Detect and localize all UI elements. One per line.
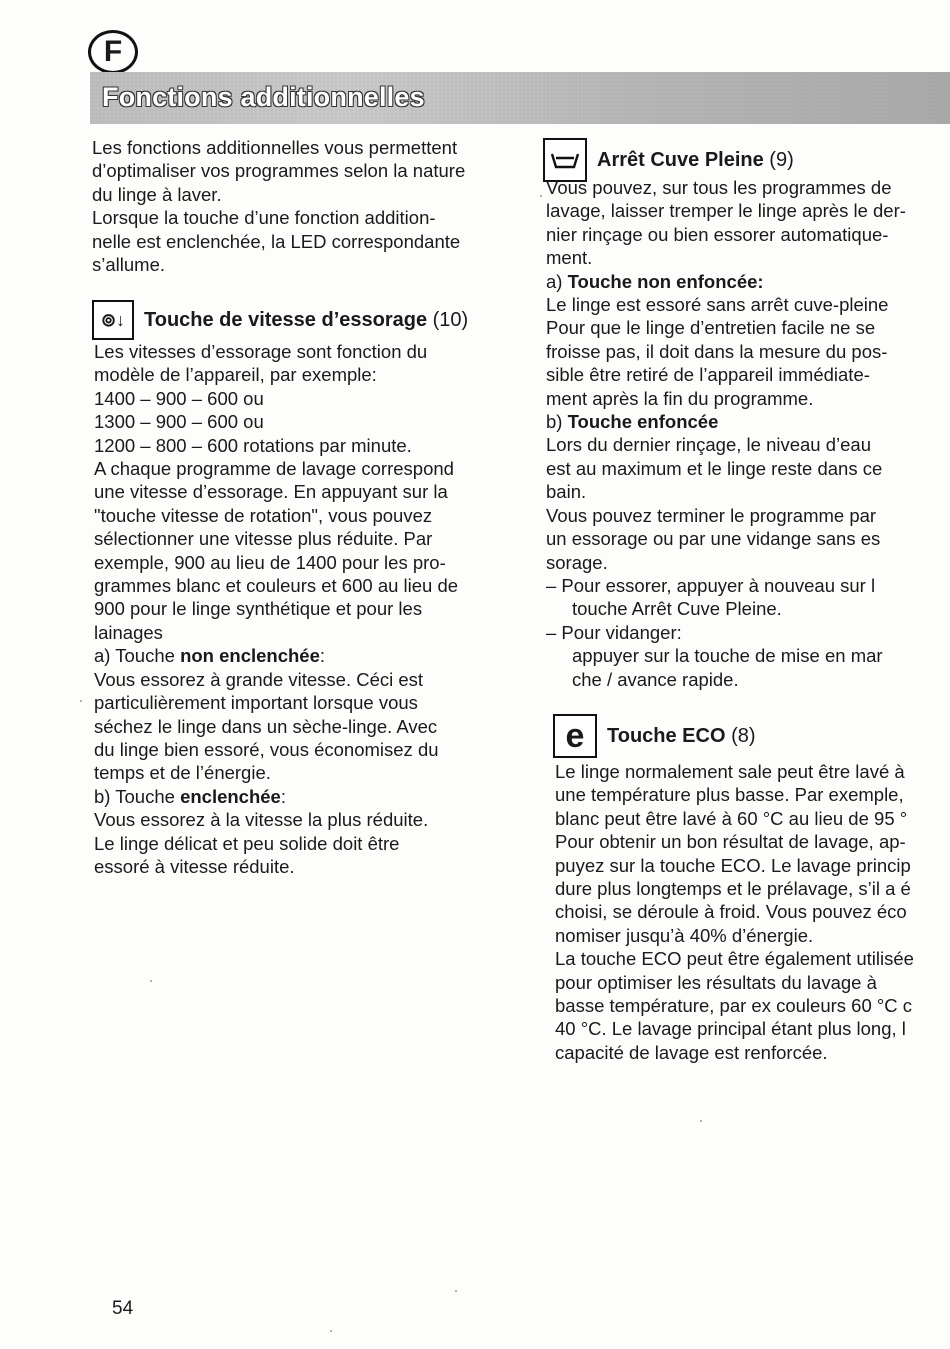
- text-line: choisi, se déroule à froid. Vous pouvez éco: [555, 901, 907, 923]
- option-bold: Touche enfoncée: [567, 411, 719, 433]
- rinse-hold-title: Arrêt Cuve Pleine: [597, 149, 764, 171]
- text-line: A chaque programme de lavage correspond: [94, 458, 454, 480]
- option-prefix: b) Touche: [94, 785, 181, 807]
- option-prefix: b): [546, 411, 568, 433]
- text-line: d’optimaliser vos programmes selon la nature: [92, 160, 466, 182]
- section-title-band: [90, 72, 950, 124]
- spin-option-b-label: [94, 785, 514, 808]
- text-line: temps et de l’énergie.: [94, 762, 271, 784]
- text-line: Le linge est essoré sans arrêt cuve-pleine: [546, 294, 889, 316]
- eco-ref: (8): [725, 725, 756, 747]
- text-line: ment après la fin du programme.: [546, 387, 814, 409]
- spin-speed-title: Touche de vitesse d’essorage: [144, 309, 428, 331]
- text-line: Le linge normalement sale peut être lavé à: [555, 761, 905, 782]
- text-line: nelle est enclenchée, la LED correspondante: [92, 230, 461, 252]
- page-number: 54: [112, 1298, 134, 1319]
- text-line: Pour obtenir un bon résultat de lavage, ap-: [555, 831, 906, 853]
- text-line: capacité de lavage est renforcée.: [555, 1041, 828, 1063]
- dash-item-line: touche Arrêt Cuve Pleine.: [572, 598, 782, 620]
- eco-body: [555, 760, 950, 1064]
- eco-header: [553, 714, 756, 758]
- text-line: Lors du dernier rinçage, le niveau d’eau: [546, 434, 871, 456]
- text-line: "touche vitesse de rotation", vous pouvez: [94, 504, 433, 526]
- text-line: Vous pouvez, sur tous les programmes de: [546, 177, 892, 198]
- text-line: sélectionner une vitesse plus réduite. Par: [94, 528, 433, 550]
- text-line: 1300 – 900 – 600 ou: [94, 411, 264, 433]
- text-line: froisse pas, il doit dans la mesure du pos-: [546, 340, 888, 362]
- text-line: 40 °C. Le lavage principal étant plus long, l: [555, 1018, 906, 1040]
- option-suffix: :: [319, 645, 326, 667]
- text-line: dure plus longtemps et le prélavage, s’il a é: [555, 878, 911, 900]
- scan-speck: [330, 1330, 332, 1332]
- scan-speck: [540, 195, 542, 197]
- scan-speck: [80, 700, 82, 702]
- dash-item-line: – Pour vidanger:: [546, 621, 682, 643]
- text-line: Vous essorez à grande vitesse. Céci est: [94, 668, 424, 690]
- spin-option-a-label: [94, 644, 514, 667]
- scan-speck: [150, 980, 152, 982]
- country-badge: F: [88, 30, 138, 74]
- text-line: Vous essorez à la vitesse la plus réduite.: [94, 809, 429, 831]
- text-line: sorage.: [546, 551, 608, 573]
- text-line: Pour que le linge d’entretien facile ne se: [546, 317, 876, 339]
- option-bold: enclenchée: [180, 785, 281, 807]
- rinse-hold-body: [546, 176, 946, 691]
- text-line: une température plus basse. Par exemple,: [555, 784, 904, 806]
- text-line: bain.: [546, 481, 587, 503]
- text-line: pour optimiser les résultats du lavage à: [555, 971, 877, 993]
- text-line: un essorage ou par une vidange sans es: [546, 528, 881, 550]
- text-line: 1200 – 800 – 600 rotations par minute.: [94, 434, 412, 456]
- dash-item-line: – Pour essorer, appuyer à nouveau sur l: [546, 574, 876, 596]
- text-line: blanc peut être lavé à 60 °C au lieu de 95 °: [555, 807, 908, 829]
- option-bold: non enclenchée: [180, 645, 320, 667]
- text-line: Les vitesses d’essorage sont fonction du: [94, 341, 428, 362]
- rinse-hold-ref: (9): [763, 149, 794, 171]
- dash-item-line: appuyer sur la touche de mise en mar: [572, 645, 883, 667]
- text-line: sible être retiré de l’appareil immédiate-: [546, 364, 870, 386]
- section-title: Fonctions additionnelles: [102, 82, 425, 112]
- text-line: La touche ECO peut être également utilisée: [555, 948, 914, 970]
- text-line: 900 pour le linge synthétique et pour les: [94, 598, 423, 620]
- scan-speck: [455, 1290, 457, 1292]
- option-prefix: a) Touche: [94, 645, 181, 667]
- text-line: Les fonctions additionnelles vous permettent: [92, 137, 458, 158]
- text-line: 1400 – 900 – 600 ou: [94, 387, 264, 409]
- option-bold: Touche non enfoncée:: [567, 270, 764, 292]
- text-line: séchez le linge dans un sèche-linge. Avec: [94, 715, 438, 737]
- spin-speed-ref: (10): [427, 309, 469, 331]
- text-line: particulièrement important lorsque vous: [94, 692, 418, 714]
- text-line: du linge à laver.: [92, 183, 222, 205]
- spin-speed-icon: ⊚↓: [92, 300, 134, 340]
- option-prefix: a): [546, 270, 568, 292]
- spin-speed-body: [94, 340, 514, 878]
- eco-title: Touche ECO: [607, 725, 726, 747]
- text-line: Vous pouvez terminer le programme par: [546, 504, 877, 526]
- text-line: nomiser jusqu’à 40% d’énergie.: [555, 924, 814, 946]
- text-line: ment.: [546, 247, 593, 269]
- text-line: modèle de l’appareil, par exemple:: [94, 364, 377, 386]
- tub-icon-svg: [549, 150, 581, 170]
- text-line: essoré à vitesse réduite.: [94, 855, 295, 877]
- rinse-hold-heading: [597, 148, 794, 172]
- spin-speed-header: [92, 300, 468, 340]
- text-line: nier rinçage ou bien essorer automatique-: [546, 223, 889, 245]
- text-line: une vitesse d’essorage. En appuyant sur la: [94, 481, 448, 503]
- text-line: lavage, laisser tremper le linge après le der-: [546, 200, 906, 222]
- rinse-option-a-label: [546, 270, 946, 293]
- eco-e-icon: e: [553, 714, 597, 758]
- text-line: Lorsque la touche d’une fonction addition-: [92, 207, 436, 229]
- text-line: lainages: [94, 621, 163, 643]
- spin-speed-heading: [144, 308, 468, 332]
- text-line: basse température, par ex couleurs 60 °C c: [555, 995, 913, 1017]
- text-line: puyez sur la touche ECO. Le lavage princip: [555, 854, 911, 876]
- text-line: s’allume.: [92, 254, 165, 276]
- text-line: Le linge délicat et peu solide doit être: [94, 832, 400, 854]
- option-suffix: :: [280, 785, 286, 807]
- text-line: exemple, 900 au lieu de 1400 pour les pro-: [94, 551, 446, 573]
- eco-heading: [607, 724, 756, 748]
- rinse-option-b-label: [546, 410, 946, 433]
- intro-paragraph: [92, 136, 512, 276]
- dash-item-line: che / avance rapide.: [572, 668, 739, 690]
- text-line: est au maximum et le linge reste dans ce: [546, 457, 883, 479]
- text-line: grammes blanc et couleurs et 600 au lieu de: [94, 575, 459, 597]
- scan-speck: [700, 1120, 702, 1122]
- text-line: du linge bien essoré, vous économisez du: [94, 738, 439, 760]
